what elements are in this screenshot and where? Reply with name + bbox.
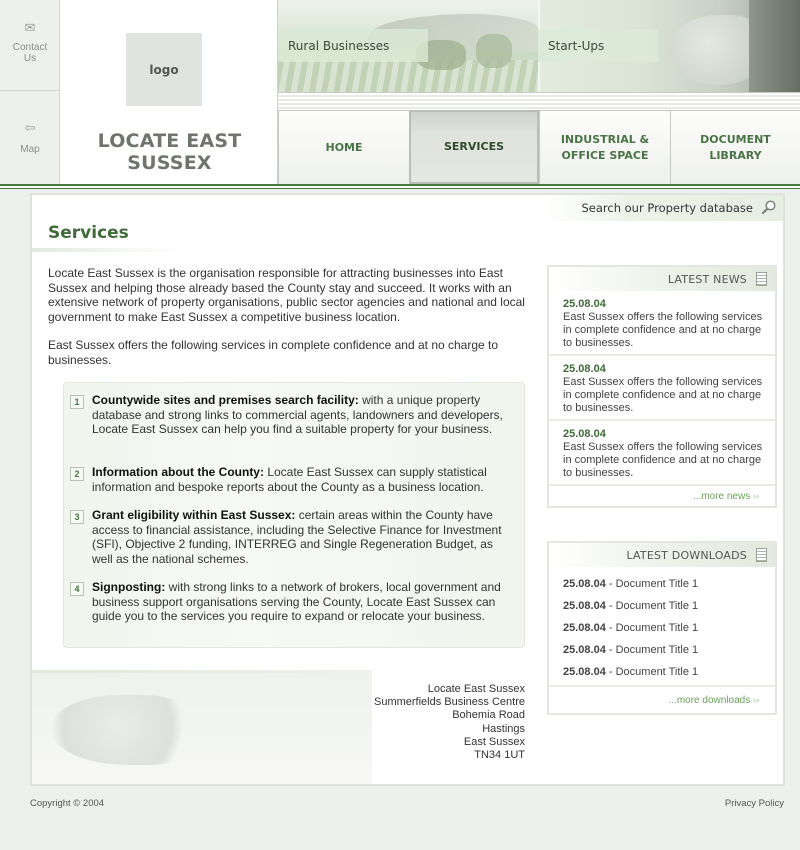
service-title: Signposting:	[92, 580, 166, 594]
service-number: 1	[70, 395, 84, 409]
nav-industrial-line1: INDUSTRIAL &	[560, 132, 650, 146]
main-nav	[278, 110, 800, 184]
service-text: with strong links to a network of brokers, local government and business support organisations serving the County, Locate East Sussex can guide you to the services you require to expand or relocate your business.	[92, 580, 501, 623]
latest-news-box	[547, 265, 777, 508]
footer-hand-image	[32, 670, 372, 784]
service-title: Grant eligibility within East Sussex:	[92, 508, 296, 522]
service-item	[74, 508, 512, 566]
news-text: East Sussex offers the following services in complete confidence and at no charge to businesses.	[563, 311, 763, 349]
download-title: - Document Title 1	[605, 644, 699, 656]
download-title: - Document Title 1	[605, 666, 699, 678]
startups-link[interactable]: Start-Ups	[538, 29, 658, 62]
nav-document-library[interactable]	[670, 110, 800, 184]
news-item[interactable]	[549, 356, 775, 421]
latest-news-title: LATEST NEWS	[667, 272, 747, 286]
news-date: 25.08.04	[563, 363, 606, 375]
news-item[interactable]	[549, 421, 775, 484]
address-line: Bohemia Road	[452, 709, 525, 722]
address-line: TN34 1UT	[474, 749, 525, 762]
copyright: Copyright © 2004	[30, 798, 105, 809]
services-list	[63, 382, 525, 648]
header	[0, 0, 800, 185]
contact-us-link[interactable]	[0, 0, 60, 91]
service-title: Information about the County:	[92, 465, 264, 479]
download-item[interactable]	[549, 595, 775, 617]
download-item[interactable]	[549, 639, 775, 661]
envelope-icon: ✉	[24, 20, 36, 35]
document-icon	[756, 272, 767, 286]
header-rule	[0, 184, 800, 189]
double-chevron-right-icon: ››	[753, 491, 759, 501]
document-icon	[756, 548, 767, 562]
more-news-link[interactable]	[549, 484, 775, 506]
banner	[278, 0, 800, 92]
address-line: East Sussex	[463, 735, 525, 748]
nav-industrial-line2: OFFICE SPACE	[561, 148, 649, 162]
magnifier-icon	[761, 199, 777, 215]
download-date: 25.08.04	[563, 600, 606, 612]
brand-area	[61, 0, 278, 185]
news-date: 25.08.04	[563, 428, 606, 440]
downloads-list	[549, 567, 775, 687]
logo[interactable]: logo	[126, 33, 202, 106]
service-item	[74, 580, 512, 624]
download-date: 25.08.04	[563, 578, 606, 590]
service-title: Countywide sites and premises search facility:	[92, 393, 359, 407]
service-item	[74, 465, 512, 494]
title-underline	[32, 248, 182, 252]
download-date: 25.08.04	[563, 622, 606, 634]
map-link[interactable]	[0, 92, 60, 183]
address-block	[374, 683, 525, 762]
site-name: LOCATE EAST SUSSEX	[97, 130, 242, 174]
intro-text	[48, 266, 528, 381]
address-line: Summerfields Business Centre	[373, 696, 525, 709]
service-item	[74, 393, 512, 437]
map-pointer-icon: ⇦	[24, 120, 36, 135]
download-title: - Document Title 1	[605, 578, 699, 590]
download-title: - Document Title 1	[605, 600, 699, 612]
decorative-stripes	[278, 92, 800, 110]
download-item[interactable]	[549, 661, 775, 683]
more-downloads-link[interactable]	[549, 687, 775, 713]
download-item[interactable]	[549, 573, 775, 595]
service-text: certain areas within the County have access to financial assistance, including the Selective Finance for Investment (SFI), Objective 2 funding, INTERREG and Single Regeneration Budget, as well as the national schemes.	[92, 508, 502, 566]
news-text: East Sussex offers the following services in complete confidence and at no charge to businesses.	[563, 441, 763, 479]
service-number: 4	[70, 582, 84, 596]
service-number: 3	[70, 510, 84, 524]
latest-downloads-heading	[549, 543, 775, 567]
privacy-policy-link[interactable]: Privacy Policy	[724, 798, 784, 809]
nav-services[interactable]: SERVICES	[409, 110, 539, 184]
service-number: 2	[70, 467, 84, 481]
rural-businesses-link[interactable]: Rural Businesses	[278, 29, 428, 62]
news-item[interactable]	[549, 291, 775, 356]
intro-paragraph-2: East Sussex offers the following services in complete confidence and at no charge to businesses.	[48, 338, 499, 367]
utility-column	[0, 0, 60, 185]
search-label: Search our Property database	[581, 201, 753, 215]
latest-downloads-title: LATEST DOWNLOADS	[626, 548, 747, 562]
map-label: Map	[20, 144, 40, 155]
nav-industrial-office-space[interactable]	[539, 110, 670, 184]
news-text: East Sussex offers the following services in complete confidence and at no charge to businesses.	[563, 376, 763, 414]
contact-label-line2: Us	[23, 53, 37, 64]
news-date: 25.08.04	[563, 298, 606, 310]
intro-paragraph-1: Locate East Sussex is the organisation responsible for attracting businesses into East Sussex and helping those already based the County stay and succeed. It works with an extensive network of property organisations, public sector agencies and national and local government to make East Sussex a competitive business location.	[48, 266, 525, 324]
download-title: - Document Title 1	[605, 622, 699, 634]
property-search-link[interactable]	[543, 195, 783, 221]
latest-downloads-box	[547, 541, 777, 715]
contact-label-line1: Contact	[12, 42, 48, 53]
download-date: 25.08.04	[563, 644, 606, 656]
service-text: with a unique property database and strong links to commercial agents, landowners and developers, Locate East Sussex can help you find a suitable property for your business.	[92, 393, 503, 436]
page-title: Services	[48, 223, 129, 243]
latest-news-heading	[549, 267, 775, 291]
address-line: Hastings	[482, 722, 525, 735]
download-item[interactable]	[549, 617, 775, 639]
service-text: Locate East Sussex can supply statistical information and bespoke reports about the County as a business location.	[92, 465, 487, 494]
nav-home[interactable]: HOME	[278, 110, 409, 184]
more-downloads-label: ...more downloads	[668, 695, 751, 706]
download-date: 25.08.04	[563, 666, 606, 678]
nav-library-line1: DOCUMENT	[700, 132, 771, 146]
more-news-label: ...more news	[692, 491, 751, 502]
double-chevron-right-icon: ››	[753, 695, 759, 705]
nav-library-line2: LIBRARY	[709, 148, 762, 162]
address-line: Locate East Sussex	[427, 683, 525, 695]
main-panel	[30, 193, 785, 786]
